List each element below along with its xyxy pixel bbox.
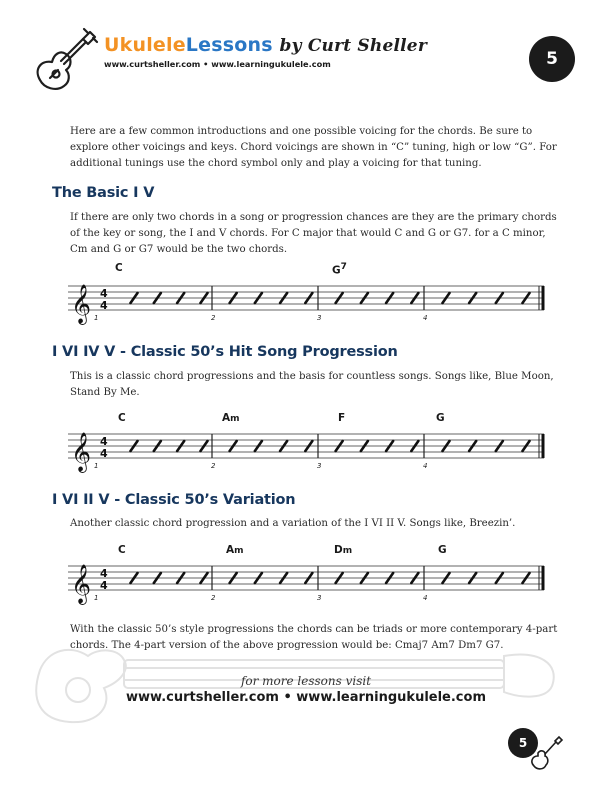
measure-number: 3: [317, 594, 322, 602]
chord-label: Am: [222, 412, 240, 424]
time-signature-bottom: 4: [100, 579, 108, 592]
time-signature-bottom: 4: [100, 447, 108, 460]
chord-label: Dm: [334, 544, 353, 556]
measure-number: 2: [211, 462, 216, 470]
measure-number: 4: [423, 462, 428, 470]
chord-label: $G^7$: [332, 262, 347, 277]
time-signature-bottom: 4: [100, 299, 108, 312]
brand-author: by Curt Sheller: [279, 36, 427, 56]
treble-clef: 𝄞: [71, 284, 92, 324]
brand-ukulele: Ukulele: [104, 34, 186, 56]
time-signature-top: 4: [100, 287, 108, 300]
footer-invite: for more lessons visit: [240, 674, 372, 688]
staff-section-1: [68, 284, 544, 325]
section-2-text: This is a classic chord progressions and the basis for countless songs. Songs like, Blue Moon, Stand By Me.: [70, 371, 554, 398]
measure-number: 3: [317, 462, 322, 470]
section-3-heading: I VI II V - Classic 50’s Variation: [52, 492, 296, 508]
chord-label: C: [118, 544, 126, 556]
section-2-heading: I VI IV V - Classic 50’s Hit Song Progression: [52, 344, 398, 360]
footer-urls: www.curtsheller.com • www.learningukulele.com: [126, 690, 486, 705]
measure-number: 1: [94, 462, 99, 470]
page-number-badge: 5: [529, 36, 575, 82]
measure-number: 1: [94, 314, 99, 322]
section-1-text: If there are only two chords in a song or progression chances are they are the primary chords of the key or song, the I and V chords. For C major that would C and G or G7. for a C minor, Cm and G or G7 would be the two chords.: [70, 212, 557, 255]
time-signature-top: 4: [100, 435, 108, 448]
treble-clef: 𝄞: [71, 432, 92, 472]
measure-number: 3: [317, 314, 322, 322]
chord-label: C: [118, 412, 126, 424]
treble-clef: 𝄞: [71, 564, 92, 604]
staff-section-3: [68, 564, 544, 605]
closing-paragraph: With the classic 50’s style progressions the chords can be triads or more contemporary 4-part chords. The 4-part version of the above progression would be: Cmaj7 Am7 Dm7 G7.: [70, 624, 558, 651]
chord-label: C: [115, 262, 123, 274]
measure-number: 2: [211, 594, 216, 602]
staff-section-2: [68, 432, 544, 473]
ukulele-icon: [38, 29, 97, 89]
intro-paragraph: Here are a few common introductions and one possible voicing for the chords. Be sure to explore other voicings and keys. Chord voicings are shown in “C” tuning, high or low “G”. For additional tunings use the chord symbol only and play a voicing for that tuning.: [70, 126, 557, 169]
measure-number: 2: [211, 314, 216, 322]
measure-number: 1: [94, 594, 99, 602]
site-title: [104, 34, 427, 56]
chord-label: G: [436, 412, 445, 424]
chord-label: G: [438, 544, 447, 556]
chord-label: Am: [226, 544, 244, 556]
header-urls: www.curtsheller.com • www.learningukulele.com: [104, 59, 331, 69]
time-signature-top: 4: [100, 567, 108, 580]
section-3-text: Another classic chord progression and a variation of the I VI II V. Songs like, Breezin’.: [70, 518, 516, 529]
measure-number: 4: [423, 594, 428, 602]
section-1-heading: The Basic I V: [52, 185, 155, 201]
chord-label: F: [338, 412, 346, 424]
measure-number: 4: [423, 314, 428, 322]
brand-lessons: Lessons: [185, 34, 273, 56]
page-number-badge-bottom: 5: [508, 728, 538, 758]
